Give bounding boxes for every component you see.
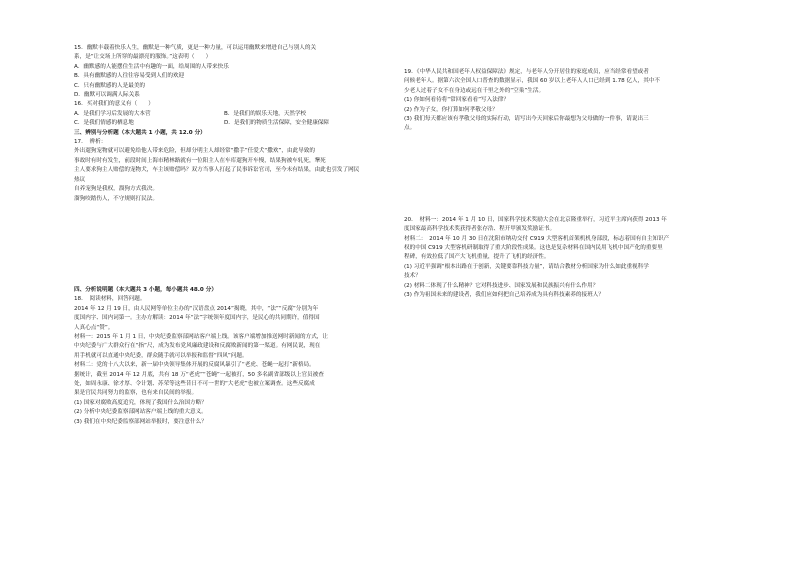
q18-subquestion-1: (1) 国家对腐败高度追究，体现了我国什么治国方略？ xyxy=(74,399,207,406)
q20-material2-line3: 程碑，有效拉低了国产大飞机重量，提升了飞机的经济性。 xyxy=(404,254,550,261)
q19-text-line3: 少老人过着子女不在身边或远在千里之外的“空巢”生活。 xyxy=(404,87,545,94)
q18-intro-line3: 人真心点“赞”。 xyxy=(74,324,114,331)
q18-material2-line1: 材料二：党的十八大以来，新一届中央领导集体开展的反腐风暴引了“老虎、苍蝇一起打”新格局。 xyxy=(74,362,315,369)
q18-material1-line2: 中央纪委与广大群众行在“指”尺，成为发布党风廉政建设和反腐败新闻的第一渠道。有网民说，现在 xyxy=(74,343,321,350)
q18-material1-line1: 材料一：2015 年 1 月 1 日，中央纪委监察部网站客户端上线。该客户端增加推送网时新闻的方式，让 xyxy=(74,333,328,340)
question-16 xyxy=(74,100,392,128)
q17-text-line2: 事故时有时有发生，前段时间上海市精林路就有一位阳主人在车库遛狗开车慢，结果狗被车轧死，犟死 xyxy=(74,157,326,164)
q20-subquestion-1: (1) 习近平强调“根本出路在于创新，关键要靠科技力量”，请结合教材分析国家为什么如此重视科学 xyxy=(404,263,649,270)
q17-viewpoint-1: 自养宠狗是我权，溜狗方式我决。 xyxy=(74,186,158,193)
q20-subquestion-2: (2) 材料二体现了什么精神？它对科技进步、国家发展和民族振兴有什么作用？ xyxy=(404,282,599,289)
q15-option-b: B．具有幽默感的人往往容易受到人们的欢迎 xyxy=(74,73,185,80)
q17-text-line4: 热议 xyxy=(74,176,86,183)
question-19 xyxy=(404,68,730,134)
q17-viewpoint-2: 溜狗咬踏伤人，不守规则打民法。 xyxy=(74,195,158,202)
q17-title: 17． 辨析： xyxy=(74,139,107,146)
q15-option-d: D．幽默可以调满人际关系 xyxy=(74,92,140,99)
question-17 xyxy=(74,138,392,204)
q15-stem-line2: 系，是“让交场上所穿的最漂亮的服饰。”这表明（ ） xyxy=(74,54,212,61)
q18-intro-line1: 2014 年 12 月 19 日，由人民网等单位主办的“汉语盘点 2014”揭晓，其中，“法”“反腐”分别为年 xyxy=(74,305,319,312)
q18-subquestion-2: (2) 分析中央纪委监察部网站客户端上线的重大意义。 xyxy=(74,409,207,416)
q18-material1-line3: 用手机就可以直通中央纪委，群众随手就可以举报和监督“四风”问题。 xyxy=(74,352,248,359)
q19-text-line1: 19．《中华人民共和国老年人权益保障法》规定，与老年人分开居住的家庭成员，应当经常看望或者 xyxy=(404,69,649,75)
q18-material2-line4: 果是官民共同努力的监察，也有来自民间的举报。 xyxy=(74,390,198,397)
q15-option-c: C．只有幽默感的人是最美的 xyxy=(74,82,146,89)
q19-subquestion-3: (3) 我们每天都应该有孝敬父母的实际行动，请写出今天回家后你最想为父母做的一件事，请说出三 xyxy=(404,116,649,123)
q19-subquestion-1: (1) 你如何看待将“常回家看看”写入法律？ xyxy=(404,97,509,104)
section-3-heading: 三、辨别与分析题（本大题共 1 小题，共 12.0 分） xyxy=(74,129,206,136)
question-20 xyxy=(404,216,730,301)
q18-subquestion-3: (3) 我们在中央纪委监察部网站举报时，要注意什么？ xyxy=(74,418,207,425)
q20-material2-line2: 权的中国 C919 大型客机研制取得了重大阶段性成果。这也是复杂材料在国内民用飞机中国产化的重要里 xyxy=(404,245,663,252)
question-18 xyxy=(74,295,392,427)
q16-option-d: D．是我们的物质生活保障，安全健康保障 xyxy=(224,120,329,127)
q20-material1-line2: 度国家最高科学技术奖获得者张存浩、程开甲颁发奖励证书。 xyxy=(404,226,556,233)
q20-subquestion-3: (3) 作为祖国未来的建设者，我们应如何把自己培养成为具有科技素养的接班人？ xyxy=(404,292,604,299)
q20-material2-line1: 材料二： 2014 年 10 月 30 日在沈阳市纳功交付 C919 大型客机首架机机身部段，标志着国有自主知识产 xyxy=(404,235,670,242)
q17-text-line1: 外出遛狗宠物就可以避免给他人带来危险，但却分明主人却经常“撒手”任爱犬“撒欢”，由此导致的 xyxy=(74,148,315,155)
q18-title: 18． 阅读材料，回答问题。 xyxy=(74,296,146,303)
q19-subquestion-2: (2) 作为子女，你打算如何孝敬父母？ xyxy=(404,106,498,113)
q19-subquestion-3-cont: 点。 xyxy=(404,125,416,132)
question-15 xyxy=(74,44,392,100)
right-column xyxy=(404,44,730,301)
q18-intro-line2: 度国内字、国内词第一。主办方解读：2014 年“法”字统领年度国内字，是民心的共同期许，值得国 xyxy=(74,315,320,322)
q16-option-c: C．是我们情感的栖息地 xyxy=(74,120,134,127)
q16-option-a: A．是我们学习后发展的大本营 xyxy=(74,110,151,117)
section-4-heading: 四、分析说明题（本大题共 3 小题，每小题共 48.0 分） xyxy=(74,286,217,293)
q20-material1-line1: 20． 材料一：2014 年 1 月 10 日，国家科学技术奖励大会在北京隆重举行，习近平主席向获得 2013 年 xyxy=(404,216,667,223)
q17-text-line3: 主人要求狗主人赔偿的宠物犬，车主该赔偿吗？双方当事人打起了民事诉讼官司，至今未有结果，由此也引发了网民 xyxy=(74,167,360,174)
q16-option-b: B．是我们的娱乐天地，天然学校 xyxy=(224,110,307,117)
q15-option-a: A．幽默感的人能摆住生活中有趣的一面，给周围的人带来快乐 xyxy=(74,63,229,70)
q18-material2-line3: 处，如周永康、徐才厚、令计划、苏荣等这些昔日不可一世的“大老虎”也被立案调查。这些反腐成 xyxy=(74,380,315,387)
left-column xyxy=(74,44,392,427)
q15-stem-line1: 15．幽默丰载着快乐人生，幽默是一种气质，更是一种力量，可以运用幽默来增进自己与别人的关 xyxy=(74,45,317,51)
q18-material2-line2: 据统计，截至 2014 年 12 月底，共有 18 万“老虎”“苍蝇”一起被打，50 多名副省部级以上官员被查 xyxy=(74,371,324,378)
q19-text-line2: 问候老年人。据第六次全国人口普查的数据显示，我国 60 岁以上老年人人口已经到 1.78 亿人，其中不 xyxy=(404,78,661,85)
q20-subquestion-1-cont: 技术？ xyxy=(404,273,421,280)
q16-stem: 16．买对我们的意义有（ ） xyxy=(74,101,154,108)
